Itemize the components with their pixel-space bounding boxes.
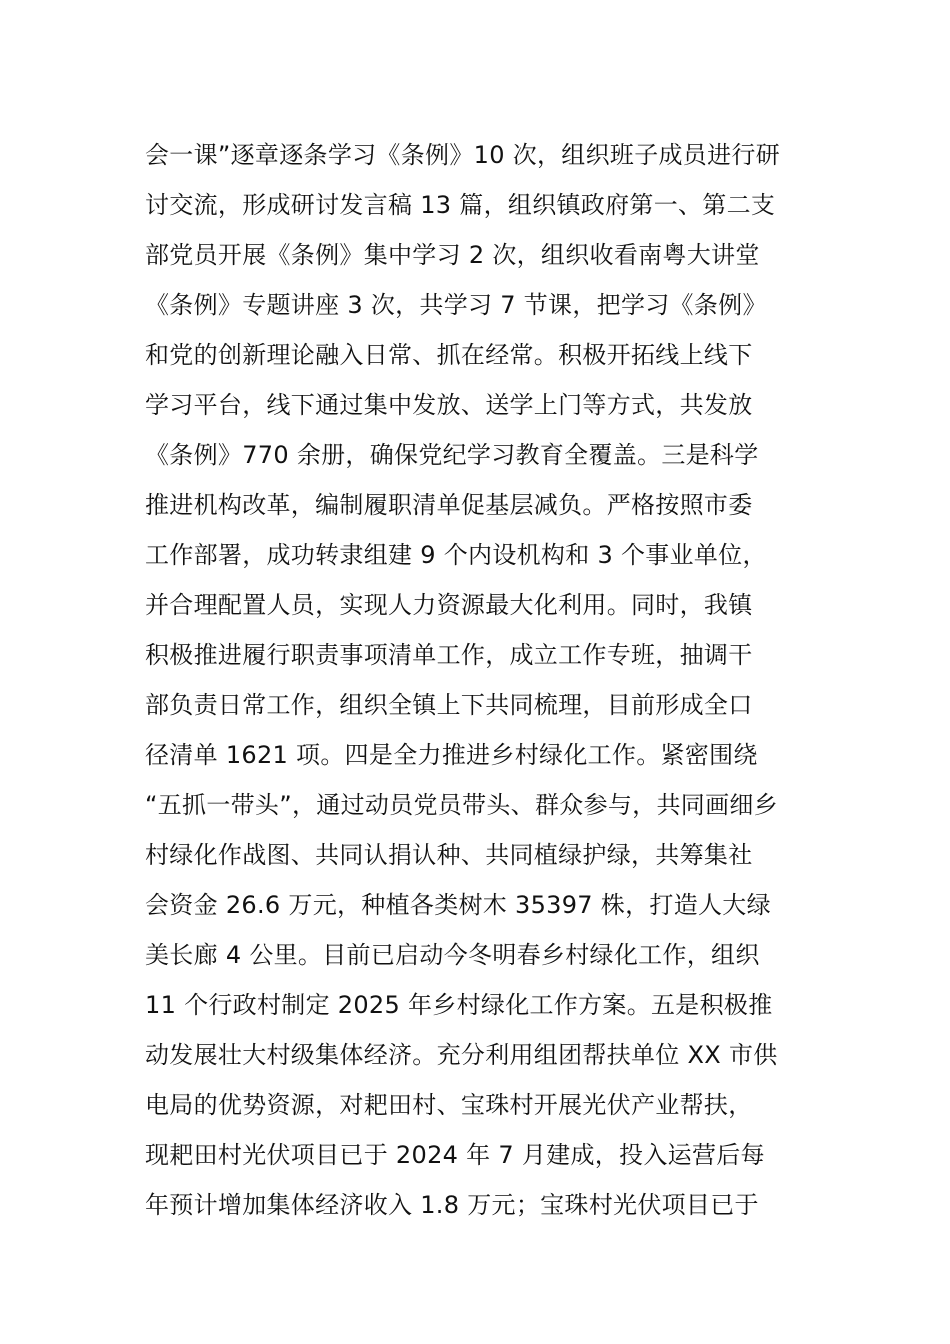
- text-line: 会资金 26.6 万元，种植各类树木 35397 株，打造人大绿: [145, 891, 771, 919]
- text-line: 村绿化作战图、共同认捐认种、共同植绿护绿，共筹集社: [145, 841, 753, 869]
- text-line: 并合理配置人员，实现人力资源最大化利用。同时，我镇: [145, 591, 753, 619]
- text-line: 年预计增加集体经济收入 1.8 万元；宝珠村光伏项目已于: [145, 1191, 759, 1219]
- text-line: 《条例》专题讲座 3 次，共学习 7 节课，把学习《条例》: [145, 291, 767, 319]
- body-text: [145, 130, 815, 1230]
- text-line: 部党员开展《条例》集中学习 2 次，组织收看南粤大讲堂: [145, 241, 760, 269]
- text-line: “五抓一带头”，通过动员党员带头、群众参与，共同画细乡: [145, 791, 778, 819]
- text-line: 11 个行政村制定 2025 年乡村绿化工作方案。五是积极推: [145, 991, 773, 1019]
- text-line: 电局的优势资源，对耙田村、宝珠村开展光伏产业帮扶，: [145, 1091, 753, 1119]
- text-line: 会一课”逐章逐条学习《条例》10 次，组织班子成员进行研: [145, 141, 780, 169]
- text-line: 部负责日常工作，组织全镇上下共同梳理，目前形成全口: [145, 691, 753, 719]
- text-line: 现耙田村光伏项目已于 2024 年 7 月建成，投入运营后每: [145, 1141, 765, 1169]
- text-line: 学习平台，线下通过集中发放、送学上门等方式，共发放: [145, 391, 753, 419]
- text-line: 讨交流，形成研讨发言稿 13 篇，组织镇政府第一、第二支: [145, 191, 776, 219]
- text-line: 动发展壮大村级集体经济。充分利用组团帮扶单位 XX 市供: [145, 1041, 778, 1069]
- text-line: 《条例》770 余册，确保党纪学习教育全覆盖。三是科学: [145, 441, 759, 469]
- text-line: 工作部署，成功转隶组建 9 个内设机构和 3 个事业单位，: [145, 541, 767, 569]
- text-line: 径清单 1621 项。四是全力推进乡村绿化工作。紧密围绕: [145, 741, 758, 769]
- text-line: 积极推进履行职责事项清单工作，成立工作专班，抽调干: [145, 641, 753, 669]
- text-line: 美长廊 4 公里。目前已启动今冬明春乡村绿化工作，组织: [145, 941, 760, 969]
- text-line: 推进机构改革，编制履职清单促基层减负。严格按照市委: [145, 491, 753, 519]
- text-line: 和党的创新理论融入日常、抓在经常。积极开拓线上线下: [145, 341, 753, 369]
